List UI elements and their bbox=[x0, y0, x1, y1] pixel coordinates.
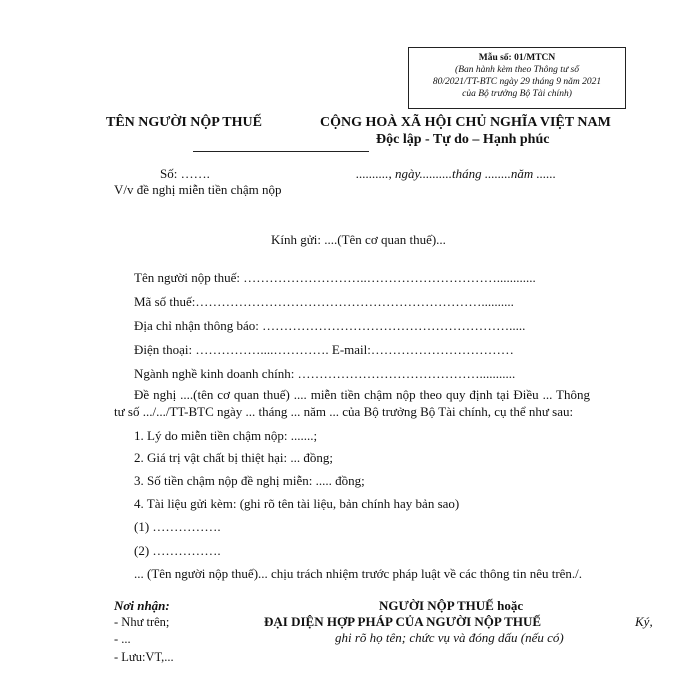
sign-note-2: ghi rõ họ tên; chức vụ và đóng dấu (nếu có) bbox=[335, 630, 564, 645]
form-note-line-2: 80/2021/TT-BTC ngày 29 tháng 9 năm 2021 bbox=[432, 77, 602, 87]
form-note-line-3: của Bộ trưởng Bộ Tài chính) bbox=[462, 89, 572, 99]
field-taxpayer-name: Tên người nộp thuế: ………………………..…………………………............ bbox=[134, 270, 536, 285]
item-reason: 1. Lý do miễn tiền chậm nộp: .......; bbox=[134, 428, 318, 443]
field-address: Địa chỉ nhận thông báo: …………………………………………………..... bbox=[134, 318, 526, 333]
field-tax-code: Mã số thuế:………………………………………………………….......... bbox=[134, 294, 514, 309]
form-note-line-1: (Ban hành kèm theo Thông tư số bbox=[455, 65, 579, 75]
document-number: Số: ……. bbox=[160, 166, 210, 181]
recipients-title: Nơi nhận: bbox=[114, 598, 170, 613]
taxpayer-name-header: TÊN NGƯỜI NỘP THUẾ bbox=[106, 115, 262, 130]
date-line: .........., ngày..........tháng ........năm ...... bbox=[356, 166, 557, 181]
request-paragraph: Đề nghị ....(tên cơ quan thuế) .... miễn tiền chậm nộp theo quy định tại Điều ... Thông tư số .../.../TT-BTC ngày ... tháng ... năm ... của Bộ trưởng Bộ Tài chính, cụ thể như sau: bbox=[114, 387, 590, 419]
header-underline bbox=[193, 151, 369, 152]
item-damage-value: 2. Giá trị vật chất bị thiệt hại: ... đồng; bbox=[134, 450, 333, 465]
attachment-2: (2) ……………. bbox=[134, 543, 221, 558]
sign-note-1: Ký, bbox=[635, 614, 653, 629]
country-title: CỘNG HOÀ XÃ HỘI CHỦ NGHĨA VIỆT NAM bbox=[320, 115, 611, 130]
field-business-line: Ngành nghề kinh doanh chính: ……………………………………........... bbox=[134, 366, 516, 381]
national-motto: Độc lập - Tự do – Hạnh phúc bbox=[376, 132, 550, 147]
document-subject: V/v đề nghị miễn tiền chậm nộp bbox=[114, 182, 282, 197]
field-phone-email: Điện thoại: ……………....…………. E-mail:…………………………… bbox=[134, 342, 514, 357]
signer-title-line-1: NGƯỜI NỘP THUẾ hoặc bbox=[379, 598, 524, 613]
form-number-box bbox=[408, 47, 626, 109]
responsibility-statement: ... (Tên người nộp thuế)... chịu trách nhiệm trước pháp luật về các thông tin nêu trên./. bbox=[134, 566, 583, 581]
form-number: Mẫu số: 01/MTCN bbox=[478, 53, 556, 63]
recipient-1: - Như trên; bbox=[114, 615, 170, 629]
item-attachments: 4. Tài liệu gửi kèm: (ghi rõ tên tài liệu, bản chính hay bản sao) bbox=[134, 496, 460, 511]
recipient-3: - Lưu:VT,... bbox=[114, 650, 174, 664]
attachment-1: (1) ……………. bbox=[134, 519, 221, 534]
item-amount: 3. Số tiền chậm nộp đề nghị miễn: ..... đồng; bbox=[134, 473, 365, 488]
salutation: Kính gửi: ....(Tên cơ quan thuế)... bbox=[271, 232, 446, 247]
recipient-2: - ... bbox=[114, 632, 131, 646]
signer-title-line-2: ĐẠI DIỆN HỢP PHÁP CỦA NGƯỜI NỘP THUẾ bbox=[264, 614, 541, 629]
